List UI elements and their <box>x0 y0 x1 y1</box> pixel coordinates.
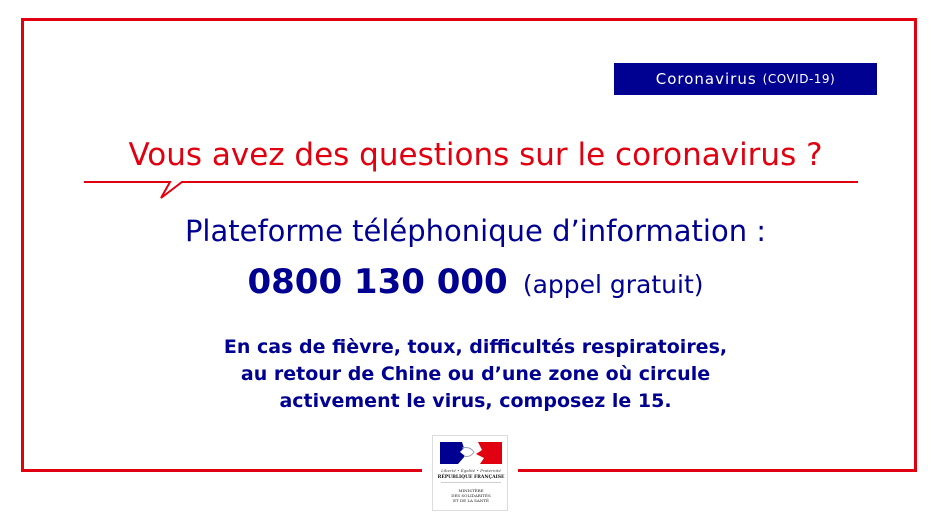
logo-ministry-line: ET DE LA SANTÉ <box>453 498 489 503</box>
logo-ministry-line: DES SOLIDARITÉS <box>451 493 491 498</box>
logo-republic: RÉPUBLIQUE FRANÇAISE <box>437 475 505 480</box>
ministry-logo <box>422 428 518 516</box>
topic-badge-code: (COVID-19) <box>762 72 836 86</box>
logo-ministry <box>435 488 507 503</box>
logo-motto: Liberté • Égalité • Fraternité <box>441 468 501 473</box>
topic-badge-label: Coronavirus <box>655 70 757 88</box>
marianne-flag-icon <box>440 442 502 464</box>
info-line: au retour de Chine ou d’une zone où circule <box>240 363 711 385</box>
logo-divider <box>441 482 501 483</box>
logo-ministry-line: MINISTÈRE <box>458 488 484 493</box>
headline: Vous avez des questions sur le coronavirus ? <box>128 137 823 173</box>
logo-block <box>432 435 508 511</box>
info-line: activement le virus, composez le 15. <box>279 390 672 412</box>
hotline-subheading: Plateforme téléphonique d’information : <box>184 214 767 248</box>
phone-number: 0800 130 000 <box>247 262 508 302</box>
topic-badge <box>614 63 877 95</box>
phone-row <box>0 262 951 302</box>
info-line: En cas de fièvre, toux, difficultés respiratoires, <box>223 336 728 358</box>
info-text <box>0 334 951 415</box>
phone-note: (appel gratuit) <box>522 270 704 299</box>
